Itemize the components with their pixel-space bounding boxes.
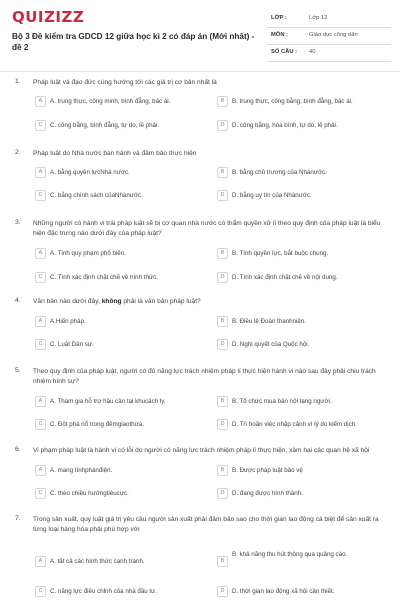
option-letter-badge: A	[35, 465, 46, 476]
question-text: Trong sản xuất, quy luật giá trị yêu cầu người sản xuất phải đảm bảo sao cho thời gian lao động cá biệt để sản xuất ra từng loại hàng hóa phải phù hợp với	[33, 516, 379, 533]
option-letter-badge: D	[217, 488, 228, 499]
option-letter-badge: A	[35, 248, 46, 259]
question-number: 4.	[15, 297, 21, 304]
option-text: C. theo chiều hướngtiêucực.	[50, 490, 129, 497]
question-text-pre: Văn bản nào dưới đây,	[33, 298, 102, 305]
option-letter-badge: A	[35, 167, 46, 178]
meta-value: 40	[309, 49, 316, 55]
option-d[interactable]	[217, 585, 380, 600]
option-text: C. công bằng, bình đẳng, tự do, lẽ phải.	[50, 122, 160, 129]
option-letter-badge: C	[35, 586, 46, 597]
option-letter-badge: C	[35, 339, 46, 350]
meta-label: LỚP :	[271, 15, 287, 21]
option-letter-badge: C	[35, 190, 46, 201]
option-text: D. Tính xác định chặt chẽ về nội dung.	[232, 274, 338, 281]
option-text: C. Đột phá nổ trong đêmgiaothừa.	[50, 421, 144, 428]
option-text: C. Luật Dân sự.	[50, 341, 94, 348]
option-letter-badge: A	[35, 556, 46, 567]
meta-label: MÔN :	[271, 32, 289, 38]
question-number: 5.	[15, 367, 21, 374]
option-letter-badge: B	[217, 465, 228, 476]
option-letter-badge: D	[217, 586, 228, 597]
option-a[interactable]	[35, 95, 198, 110]
option-letter-badge: D	[217, 419, 228, 430]
option-a[interactable]	[35, 464, 198, 479]
option-a[interactable]	[35, 315, 198, 330]
option-letter-badge: C	[35, 272, 46, 283]
option-c[interactable]	[35, 119, 198, 134]
meta-value: Giáo dục công dân	[309, 32, 358, 38]
page-title: Bộ 3 Đề kiểm tra GDCD 12 giữa học kì 2 có đáp án (Mới nhất) - đề 2	[12, 32, 255, 52]
option-d[interactable]	[217, 338, 380, 353]
option-b[interactable]	[217, 395, 380, 410]
option-text: D. bằng uy tín của Nhànước.	[232, 192, 312, 199]
option-text: A. Tham gia hỗ trợ hậu cần tại khucách ly.	[50, 398, 166, 405]
option-b[interactable]	[217, 551, 380, 573]
option-letter-badge: C	[35, 488, 46, 499]
question-number: 1.	[15, 78, 21, 85]
option-letter-badge: B	[217, 556, 228, 567]
option-b[interactable]	[217, 247, 380, 262]
option-letter-badge: B	[217, 167, 228, 178]
option-text: D. đang được hình thành.	[232, 490, 303, 497]
option-text: A. tất cả các hình thức cạnh tranh.	[50, 558, 145, 565]
question-number: 2.	[15, 149, 21, 156]
option-letter-badge: D	[217, 190, 228, 201]
question-text	[33, 297, 385, 307]
option-text: B. khả năng thu hút thông qua quảng cáo.	[232, 551, 348, 558]
option-c[interactable]	[35, 487, 198, 502]
meta-row-subject	[267, 28, 391, 45]
option-c[interactable]	[35, 338, 198, 353]
question-number: 7.	[15, 515, 21, 522]
option-letter-badge: D	[217, 272, 228, 283]
option-text: A. trung thực, công minh, bình đẳng, bác ái.	[50, 98, 171, 105]
option-a[interactable]	[35, 395, 198, 410]
document-meta-table	[267, 11, 391, 62]
option-letter-badge: B	[217, 396, 228, 407]
option-letter-badge: C	[35, 419, 46, 430]
question-emphasis: không	[101, 298, 122, 305]
option-text: C. Tính xác định chặt chẽ về hình thức.	[50, 274, 158, 281]
option-b[interactable]	[217, 464, 380, 479]
option-letter-badge: D	[217, 339, 228, 350]
option-c[interactable]	[35, 189, 198, 204]
option-text: A.Hiến pháp.	[50, 318, 86, 325]
option-b[interactable]	[217, 95, 380, 110]
option-d[interactable]	[217, 487, 380, 502]
meta-row-question-count	[267, 45, 391, 62]
document-header	[0, 0, 400, 70]
question-text: Những người có hành vi trái pháp luật sẽ bị cơ quan nhà nước có thẩm quyền xử lí theo quy định của pháp luật là biểu hiện đặc trưng nào dưới đây của pháp luật?	[33, 220, 381, 237]
option-text: D. Trì hoãn việc nhập cảnh vì lý do kiểm dịch.	[232, 421, 357, 428]
meta-row-class	[267, 11, 391, 28]
option-text: B. Tổ chức mua bán nội tạng người.	[232, 398, 332, 405]
option-text: B. Được pháp luật bảo vệ	[232, 467, 303, 474]
question-text: Theo quy định của pháp luật, người có đủ năng lực trách nhiệm pháp lí thực hiện hành vi nào sau đây phải chịu trách nhiệm hình sự?	[33, 368, 376, 385]
option-d[interactable]	[217, 418, 380, 433]
option-text: B. Tính quyền lực, bắt buộc chung.	[232, 250, 329, 257]
option-a[interactable]	[35, 166, 198, 181]
question-text: Pháp luật và đạo đức cùng hướng tới các giá trị cơ bản nhất là	[33, 79, 217, 86]
option-text: B. trung thực, công bằng, bình đẳng, bác ái.	[232, 98, 353, 105]
option-d[interactable]	[217, 119, 380, 134]
question-text: Pháp luật do Nhà nước ban hành và đảm bảo thực hiện	[33, 150, 197, 157]
option-text: D. Nghị quyết của Quốc hội.	[232, 341, 310, 348]
option-letter-badge: A	[35, 96, 46, 107]
option-letter-badge: B	[217, 316, 228, 327]
option-b[interactable]	[217, 166, 380, 181]
option-text: B. Điều lệ Đoàn thanhniên.	[232, 318, 306, 325]
option-text: B. bằng chủ trương của Nhànước.	[232, 169, 327, 176]
meta-label: SỐ CÂU :	[271, 49, 298, 55]
header-divider	[0, 71, 400, 72]
question-number: 3.	[15, 219, 21, 226]
quizizz-logo[interactable]: QUIZIZZ	[12, 8, 85, 26]
option-letter-badge: A	[35, 396, 46, 407]
option-letter-badge: B	[217, 96, 228, 107]
option-text: D. công bằng, hòa bình, tự do, lẽ phải.	[232, 122, 338, 129]
option-text: D. thời gian lao động xã hội cần thiết.	[232, 588, 335, 595]
option-text: A. mang tínhphánđiện.	[50, 467, 113, 474]
option-text: A. Tính quy phạm phổ biến.	[50, 250, 126, 257]
option-letter-badge: C	[35, 120, 46, 131]
question-text: Vi phạm pháp luật là hành vi có lỗi do người có năng lực trách nhiệm pháp lí thực hiện, xâm hại các quan hệ xã hội	[33, 447, 370, 454]
question-text-post: phải là văn bản pháp luật?	[121, 298, 201, 305]
option-d[interactable]	[217, 189, 380, 204]
option-c[interactable]	[35, 271, 198, 286]
option-d[interactable]	[217, 271, 380, 286]
question-number: 6.	[15, 446, 21, 453]
option-letter-badge: A	[35, 316, 46, 327]
option-text: C. bằng chính sách củaNhànước.	[50, 192, 143, 199]
option-text: C. năng lực điều chỉnh của nhà đầu tư.	[50, 588, 158, 595]
meta-value: Lớp 12	[309, 15, 328, 21]
option-letter-badge: B	[217, 248, 228, 259]
option-c[interactable]	[35, 418, 198, 433]
option-letter-badge: D	[217, 120, 228, 131]
option-a[interactable]	[35, 555, 198, 570]
option-a[interactable]	[35, 247, 198, 262]
option-text: A. bằng quyền lựcNhà nước.	[50, 169, 130, 176]
option-b[interactable]	[217, 315, 380, 330]
option-c[interactable]	[35, 585, 198, 600]
